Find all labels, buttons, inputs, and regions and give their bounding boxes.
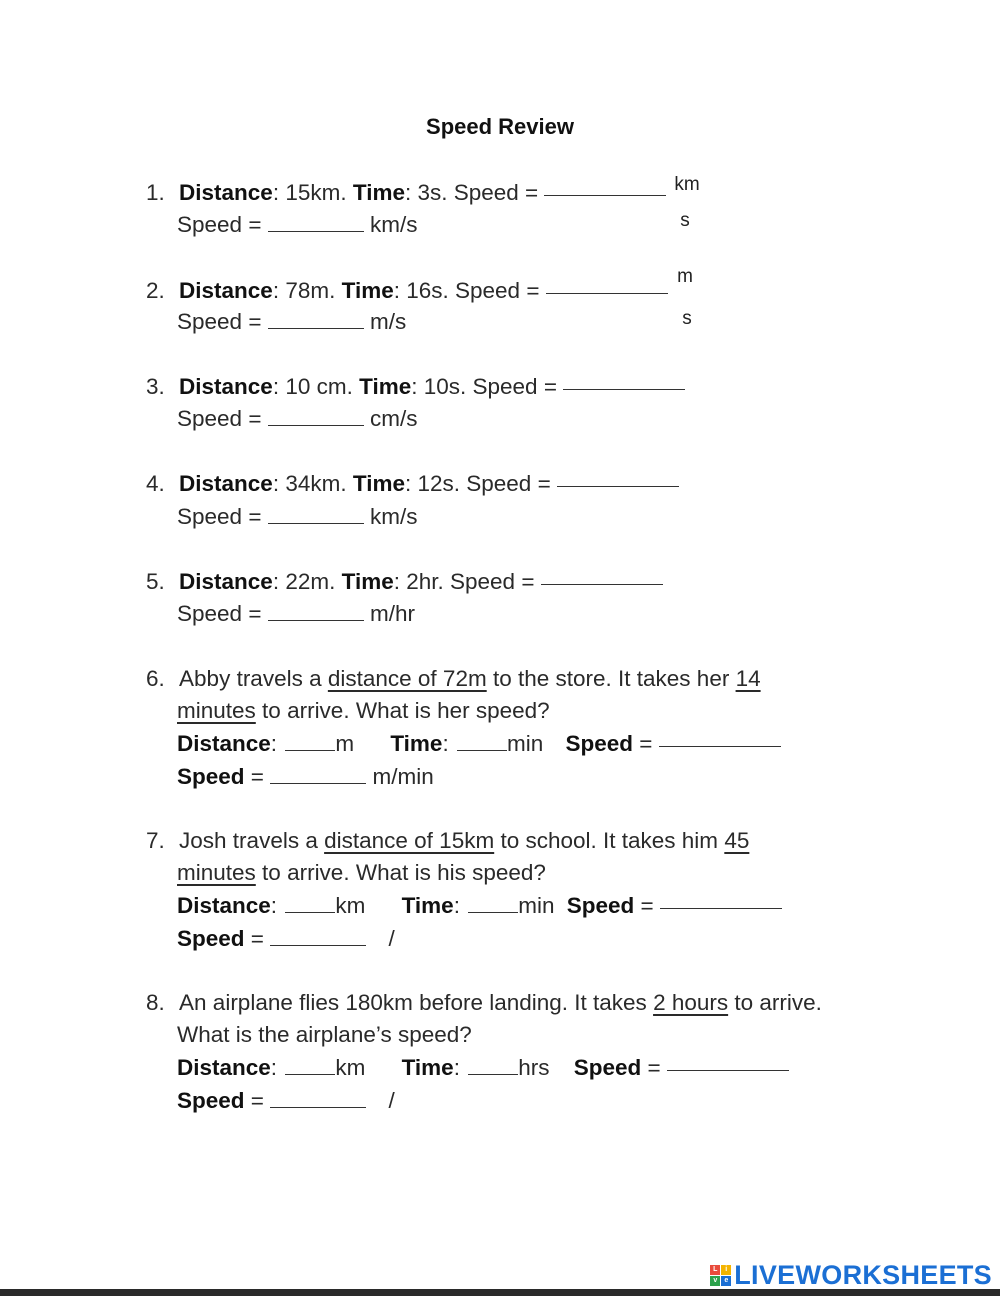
question-4-line-2: [177, 502, 418, 532]
distance-label: Distance: [177, 731, 271, 756]
question-2-line-1: [146, 276, 668, 306]
distance-value: : 15km.: [272, 180, 353, 205]
question-4-line-1: [146, 469, 679, 499]
brand-logo-icon: [710, 1265, 731, 1286]
answer-blank[interactable]: [268, 503, 364, 524]
time-unit: min: [506, 731, 544, 756]
distance-label: Distance: [179, 278, 273, 303]
equals-sign: =: [639, 731, 653, 756]
speed-label: Speed: [177, 309, 243, 334]
question-text: Josh travels a: [179, 828, 325, 853]
distance-unit: km: [335, 1055, 366, 1080]
question-5-line-2: [177, 599, 415, 629]
unit-denominator: s: [680, 210, 690, 231]
speed-label: Speed: [177, 406, 243, 431]
question-8-line-1: [146, 988, 822, 1018]
question-6-line-3: Distance: m Time: min Speed =: [177, 729, 781, 759]
time-value: : 3s. Speed =: [404, 180, 539, 205]
time-blank[interactable]: [457, 730, 507, 751]
question-6-line-4: [177, 762, 434, 792]
fraction-bar: [563, 389, 685, 390]
time-label: Time: [390, 731, 443, 756]
underlined-text: minutes: [177, 698, 256, 723]
equals-sign: =: [250, 764, 264, 789]
time-value: : 16s. Speed =: [393, 278, 540, 303]
logo-letter: L: [710, 1265, 720, 1275]
answer-blank[interactable]: [268, 211, 364, 232]
question-text: to arrive. What is her speed?: [255, 698, 550, 723]
question-8-line-3: Distance: km Time: hrs Speed =: [177, 1053, 789, 1083]
time-unit: hrs: [518, 1055, 550, 1080]
distance-unit: m: [335, 731, 355, 756]
time-value: : 10s. Speed =: [411, 374, 557, 399]
speed-unit: m/s: [370, 309, 407, 334]
question-5-line-1: [146, 567, 663, 597]
question-2-line-2: [177, 307, 406, 337]
question-7-line-4: [177, 924, 395, 954]
distance-label: Distance: [179, 180, 273, 205]
question-text: to arrive.: [728, 990, 822, 1015]
equals-sign: =: [250, 1088, 264, 1113]
fraction-bar: [546, 293, 668, 294]
equals-sign: =: [248, 309, 262, 334]
fraction-bar: [667, 1070, 789, 1071]
time-label: Time: [341, 569, 394, 594]
question-text: What is the airplane’s speed?: [177, 1022, 472, 1047]
speed-label: Speed: [177, 926, 245, 951]
question-text: to the store. It takes her: [486, 666, 736, 691]
equals-sign: =: [248, 601, 262, 626]
speed-label: Speed: [177, 212, 243, 237]
equals-sign: =: [248, 212, 262, 237]
distance-label: Distance: [177, 1055, 271, 1080]
question-text: Abby travels a: [179, 666, 328, 691]
page-title: Speed Review: [426, 114, 574, 139]
distance-value: : 22m.: [272, 569, 342, 594]
question-1-line-1: [146, 178, 666, 208]
distance-label: Distance: [179, 569, 273, 594]
question-number: 7.: [146, 828, 165, 853]
unit-numerator: m: [677, 266, 693, 287]
distance-unit: km: [335, 893, 366, 918]
distance-value: : 10 cm.: [272, 374, 360, 399]
distance-blank[interactable]: [285, 892, 335, 913]
question-text: An airplane flies 180km before landing. It takes: [179, 990, 654, 1015]
answer-blank[interactable]: [270, 763, 366, 784]
unit-numerator: km: [674, 174, 700, 195]
time-label: Time: [352, 471, 405, 496]
time-label: Time: [401, 893, 454, 918]
question-number: 1.: [146, 180, 165, 205]
equals-sign: =: [250, 926, 264, 951]
brand-footer[interactable]: [710, 1258, 992, 1292]
time-label: Time: [352, 180, 405, 205]
speed-unit: cm/s: [370, 406, 418, 431]
question-7-line-2: [177, 858, 546, 888]
question-8-line-4: [177, 1086, 395, 1116]
distance-value: : 78m.: [272, 278, 342, 303]
answer-blank[interactable]: [268, 600, 364, 621]
fraction-bar: [557, 486, 679, 487]
time-value: : 2hr. Speed =: [393, 569, 535, 594]
logo-letter: v: [710, 1276, 720, 1286]
distance-label: Distance: [177, 893, 271, 918]
question-6-line-1: [146, 664, 761, 694]
equals-sign: =: [248, 406, 262, 431]
answer-blank[interactable]: [270, 925, 366, 946]
fraction-bar: [660, 908, 782, 909]
question-7-line-3: Distance: km Time: min Speed =: [177, 891, 782, 921]
time-blank[interactable]: [468, 892, 518, 913]
time-blank[interactable]: [468, 1054, 518, 1075]
speed-label: Speed: [177, 764, 245, 789]
answer-blank[interactable]: [268, 308, 364, 329]
question-number: 6.: [146, 666, 165, 691]
answer-blank[interactable]: [268, 405, 364, 426]
question-7-line-1: [146, 826, 749, 856]
speed-unit: m/hr: [370, 601, 415, 626]
distance-blank[interactable]: [285, 730, 335, 751]
speed-label: Speed: [177, 1088, 245, 1113]
distance-blank[interactable]: [285, 1054, 335, 1075]
brand-name: LIVEWORKSHEETS: [734, 1259, 992, 1290]
unit-slash: /: [388, 1088, 395, 1113]
question-number: 2.: [146, 278, 165, 303]
question-6-line-2: [177, 696, 550, 726]
bottom-border: [0, 1289, 1000, 1296]
distance-label: Distance: [179, 471, 273, 496]
logo-letter: i: [721, 1265, 731, 1275]
question-3-line-1: [146, 372, 685, 402]
equals-sign: =: [647, 1055, 661, 1080]
unit-slash: /: [388, 926, 395, 951]
question-number: 4.: [146, 471, 165, 496]
time-unit: min: [518, 893, 555, 918]
question-1-line-2: [177, 210, 418, 240]
answer-blank[interactable]: [270, 1087, 366, 1108]
underlined-text: 45: [724, 828, 750, 853]
underlined-text: 2 hours: [653, 990, 729, 1015]
speed-unit: m/min: [372, 764, 434, 789]
underlined-text: 14: [735, 666, 761, 691]
fraction-bar: [541, 584, 663, 585]
speed-label: Speed: [566, 893, 635, 918]
underlined-text: distance of 15km: [324, 828, 495, 853]
underlined-text: minutes: [177, 860, 256, 885]
time-label: Time: [341, 278, 394, 303]
unit-denominator: s: [682, 308, 692, 329]
speed-label: Speed: [177, 504, 243, 529]
question-8-line-2: [177, 1020, 472, 1050]
speed-label: Speed: [177, 601, 243, 626]
speed-unit: km/s: [370, 212, 418, 237]
speed-unit: km/s: [370, 504, 418, 529]
time-value: : 12s. Speed =: [404, 471, 551, 496]
question-number: 3.: [146, 374, 165, 399]
speed-label: Speed: [573, 1055, 642, 1080]
question-number: 8.: [146, 990, 165, 1015]
equals-sign: =: [248, 504, 262, 529]
fraction-bar: [659, 746, 781, 747]
question-text: to arrive. What is his speed?: [255, 860, 546, 885]
fraction-bar: [544, 195, 666, 196]
distance-label: Distance: [179, 374, 273, 399]
equals-sign: =: [640, 893, 654, 918]
distance-value: : 34km.: [272, 471, 353, 496]
speed-label: Speed: [565, 731, 634, 756]
question-3-line-2: [177, 404, 418, 434]
logo-letter: e: [721, 1276, 731, 1286]
time-label: Time: [401, 1055, 454, 1080]
time-label: Time: [359, 374, 412, 399]
question-text: to school. It takes him: [494, 828, 725, 853]
question-number: 5.: [146, 569, 165, 594]
underlined-text: distance of 72m: [327, 666, 487, 691]
